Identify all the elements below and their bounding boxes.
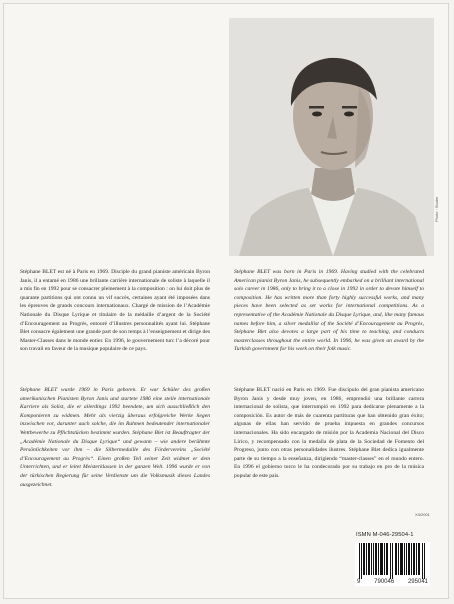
photo-credit: Photo : Studer <box>434 196 439 222</box>
ismn-label: ISMN M-046-29504-1 <box>356 532 414 538</box>
bio-german: Stéphane BLET wurde 1969 in Paris geboren. Er war Schüler des großen amerikanischen Pianisten Byron Janis und startete 1986 eine steile internationale Karriere als Solist, die er allerdings 1992 beendete, um sich ausschließlich den Komponieren zu widmen. Mehr als vierzig überaus erfolgreiche Werke liegen inzwischen vor, darunter auch solche, die im Rahmen bedeutender internationaler Wettbewerbe zu Pflichtstücken bestimmt wurden. Stéphane Blet ist Beauftragter der „Académie Nationale du Disque Lyrique“ und gewann – wie andere berühmte Persönlichkeiten vor ihm – die Silbermedaille des Fördervereins „Société d’Encouragement au Progrès“. Einen großen Teil seiner Zeit widmet er dem Unterrichten, und er leitet Meisterklassen in der ganzen Welt. 1996 wurde er von der türkischen Regierung für seine Verdienste um die Volksmusik dieses Landes ausgezeichnet. <box>20 387 210 488</box>
bio-spanish: Stéphane BLET nació en Paris en 1969. Fue discípulo del gran pianista americano Byron Janis y desde muy joven, en 1986, emprendió una brillante carrera internacional de solista, que interrumpió en 1992 para dedicarse plenamente a la composición. Es autor de más de cuarenta partituras que han obtenido gran éxito; algunas de ellas han servido de prueba impuesta en grandes concursos internacionales. Ha sido encargado de misión por la Academia Nacional del Disco Lírico, y recompensado con la medalla de plata de la Sociedad de Fomento del Progreso, junto con otras personalidades ilustres. Stéphane Blet dedica igualmente parte de su tiempo a la enseñanza, dirigiendo “master-classes” en el mundo entero. En 1996 el gobierno turco le ha condecorado por su trabajo en pro de la música popular de este país. <box>234 387 424 479</box>
portrait-illustration <box>229 18 434 256</box>
portrait-photo <box>229 18 434 256</box>
edition-code: XII/2001 <box>415 512 430 517</box>
barcode-digit-group: 790046 <box>374 579 395 585</box>
barcode-digit-group: 9 <box>357 579 361 585</box>
barcode-bars <box>355 542 430 579</box>
barcode-digits <box>355 579 430 585</box>
bio-english: Stéphane BLET was born in Paris in 1969. Having studied with the celebrated American pianist Byron Janis, he subsequently embarked on a brilliant international solo career in 1986, only to bring it to a close in 1992 in order to devote himself to composition. He has written more than forty highly successful works, and many pieces have been selected as set works for international competitions. As a representative of the Académie Nationale du Disque Lyrique, and, like many famous names before him, a silver medallist of the Société d’Encouragement au Progrès, Stéphane Blet also devotes a large part of his time to teaching, and conducts masterclasses throughout the entire world. In 1996, he was given an award by the Turkish government for his work on their folk music. <box>234 269 424 353</box>
bio-french: Stéphane BLET est né à Paris en 1969. Disciple du grand pianiste américain Byron Janis, il a entamé en 1986 une brillante carrière internationale de soliste à laquelle il a mis fin en 1992 pour se consacrer pleinement à la composition : on lui doit plus de quarante partitions qui ont connu un vif succès, certaines ayant été imposées dans les épreuves de grands concours internationaux. Chargé de mission de l’Académie Nationale du Disque Lyrique et titulaire de la médaille d’argent de la Société d’Encouragement au Progrès, entouré d’illustres personnalités ayant lui. Stéphane Blet consacre également une grande part de son temps à l’enseignement et dirige des Master-Classes dans le monde entier. En 1996, le gouvernement turc l’a décoré pour son travail en faveur de la musique populaire de ce pays. <box>20 269 210 353</box>
barcode-digit-group: 295041 <box>407 579 428 585</box>
